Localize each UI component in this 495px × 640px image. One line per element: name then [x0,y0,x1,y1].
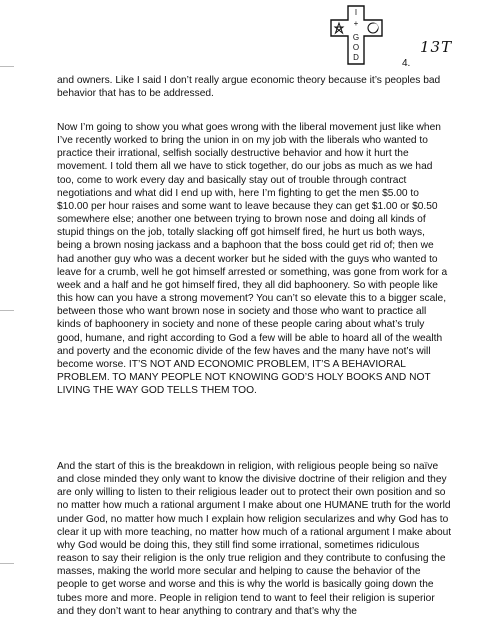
paragraph-2 [57,121,452,397]
paragraph-3 [57,460,452,618]
cross-emblem-icon [328,4,386,66]
emblem-letter: G [352,33,360,42]
paragraph-text: And the start of this is the breakdown in religion, with religious people being so naïve and close minded they only want to know the divisive doctrine of their religion and they are only willing to listen to their religious leader out to protect their own position and so no matter how much a rational argument I make about one HUMANE truth for the world under God, no matter how much I explain how religion secularizes and why God has to clear it up with more teaching, no matter how much of a rational argument I make about why God would be doing this, they still find some irrational, sometimes ridiculous reason to say their religion is the only true religion and they contribute to confusing the masses, making the world more secular and helping to cause the behavior of the people to get worse and worse and this is why the world is basically going down the tubes more and more. People in religion tend to want to feel their religion is superior and they don’t want to hear anything to contrary and that’s why the [57,461,452,617]
scan-edge-mark [0,310,14,311]
emblem-letter: I [354,8,358,17]
scan-edge-mark [0,563,14,564]
emblem-letter: + [353,19,359,28]
page-number: 4. [402,58,411,69]
handwritten-page-mark: 13T [420,38,453,56]
emblem-letter: O [352,43,360,52]
paragraph-1 [57,74,452,100]
scan-edge-mark [0,66,14,67]
paragraph-text: and owners. Like I said I don’t really argue economic theory because it’s peoples bad behavior that has to be addressed. [57,75,441,100]
emblem-letter: D [353,53,359,62]
svg-text:I+GOD [353,8,359,62]
paragraph-text: Now I’m going to show you what goes wrong with the liberal movement just like when I’ve recently worked to bring the union in on my job with the liberals who wanted to practice their irrational, selfish socially destructive behavior and how it hurt the movement. I told them all we have to stick together, do our jobs as much as we had too, come to work every day and basically stay out of trouble through contract negotiations and what did I end up with, here I’m fighting to get the men $5.00 to $10.00 per hour raises and some want to leave because they can get $1.00 or $0.50 somewhere else; another one between trying to brown nose and doing all kinds of stupid things on the job, totally slacking off got himself fired, he hurt us both ways, being a brown nosing jackass and a baphoon that the boss could get rid of; then we had another guy who was a decent worker but he sided with the guys who wanted to leave for a crumb, well he got himself arrested or something, was gone from work for a week and a half and he got himself fired, they all did baphoonery. So with people like this how can you have a strong movement? You can’t so elevate this to a bigger scale, between those who want brown nose in society and those who want to practice all kinds of baphoonery in society and none of these people caring about what’s truly good, humane, and right according to God a few will be able to hoard all of the wealth and poverty and the economic divide of the few haves and the many have not’s will become worse. IT’S NOT AND ECONOMIC PROBLEM, IT’S A BEHAVIORAL PROBLEM. TO MANY PEOPLE NOT KNOWING GOD’S HOLY BOOKS AND NOT LIVING THE WAY GOD TELLS THEM TOO. [57,122,448,397]
